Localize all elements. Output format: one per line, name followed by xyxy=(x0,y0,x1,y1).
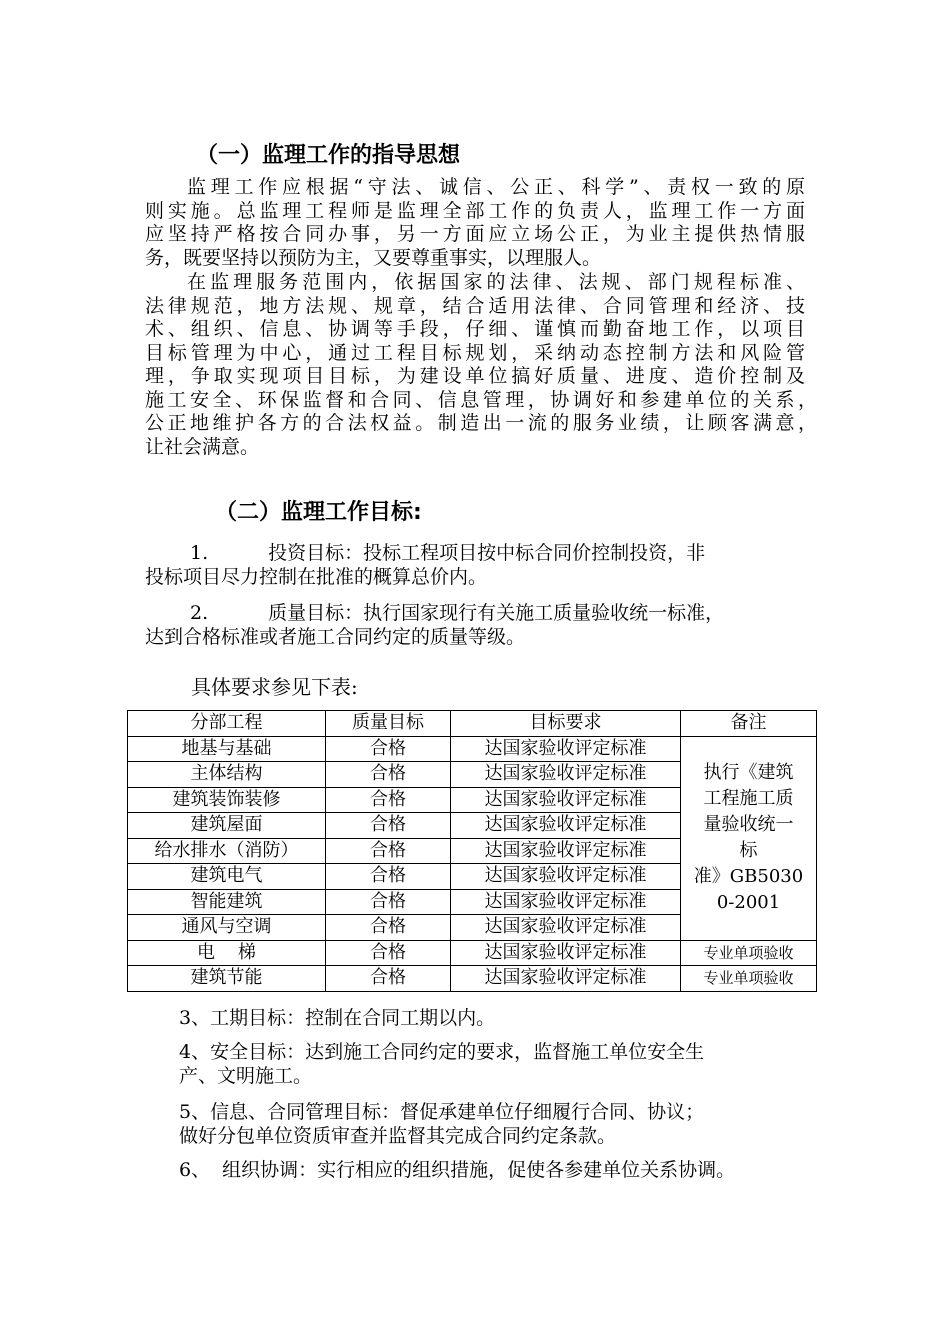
cell-quality: 合格 xyxy=(326,940,451,966)
cell-requirement: 达国家验收评定标准 xyxy=(451,813,681,839)
table-row xyxy=(128,736,817,762)
text-line: 理，争取实现项目目标，为建设单位搞好质量、进度、造价控制及 xyxy=(145,365,805,387)
cell-requirement: 达国家验收评定标准 xyxy=(451,966,681,992)
note-line: 工程施工质 xyxy=(703,788,794,809)
cell-requirement: 达国家验收评定标准 xyxy=(451,864,681,890)
cell-requirement: 达国家验收评定标准 xyxy=(451,838,681,864)
paragraph-supervision-principles xyxy=(145,176,805,270)
cell-note: 专业单项验收 xyxy=(681,966,817,992)
cell-part: 地基与基础 xyxy=(128,736,326,762)
cell-requirement: 达国家验收评定标准 xyxy=(451,736,681,762)
note-line: 执行《建筑 xyxy=(703,762,794,783)
cell-quality: 合格 xyxy=(326,838,451,864)
cell-requirement: 达国家验收评定标准 xyxy=(451,915,681,941)
note-line: 量验收统一 xyxy=(703,814,794,835)
goal-number: 1. xyxy=(190,542,209,564)
goal-safety xyxy=(179,1041,809,1088)
text-line: 施工安全、环保监督和合同、信息管理，协调好和参建单位的关系， xyxy=(145,388,817,411)
cell-part: 主体结构 xyxy=(128,762,326,788)
goal-coordination: 6、 组织协调：实行相应的组织措施，促使各参建单位关系协调。 xyxy=(179,1159,736,1181)
cell-part: 建筑电气 xyxy=(128,864,326,890)
note-line: 标 xyxy=(739,840,758,861)
cell-part: 建筑屋面 xyxy=(128,813,326,839)
header-part: 分部工程 xyxy=(128,711,326,737)
text-line: 公正地维护各方的合法权益。制造出一流的服务业绩，让顾客满意， xyxy=(145,412,817,434)
note-line: 0-2001 xyxy=(716,892,781,913)
header-note: 备注 xyxy=(681,711,817,737)
goal-number: 2. xyxy=(190,602,209,624)
cell-part: 通风与空调 xyxy=(128,915,326,941)
cell-part: 给水排水（消防） xyxy=(128,838,326,864)
text-line: 监理工作应根据“守法、诚信、公正、科学”、责权一致的原 xyxy=(187,176,805,198)
text-line: 4、安全目标：达到施工合同约定的要求，监督施工单位安全生 xyxy=(179,1041,705,1063)
cell-quality: 合格 xyxy=(326,762,451,788)
cell-quality: 合格 xyxy=(326,736,451,762)
cell-quality: 合格 xyxy=(326,787,451,813)
text-line: 则实施。总监理工程师是监理全部工作的负责人，监理工作一方面 xyxy=(145,199,805,222)
goal-investment xyxy=(145,542,805,589)
text-line: 务，既要坚持以预防为主，又要尊重事实，以理服人。 xyxy=(145,246,602,269)
goal-text: 投资目标：投标工程项目按中标合同价控制投资，非 xyxy=(268,542,706,564)
table-header-row xyxy=(128,711,817,737)
goal-schedule: 3、工期目标：控制在合同工期以内。 xyxy=(179,1007,496,1029)
table-row xyxy=(128,940,817,966)
cell-merged-note xyxy=(681,736,817,940)
table-intro: 具体要求参见下表: xyxy=(191,675,358,699)
paragraph-service-scope xyxy=(145,271,817,459)
goal-quality xyxy=(145,602,817,649)
goal-information-contract xyxy=(179,1101,809,1148)
section-heading-guiding-ideology: （一）监理工作的指导思想 xyxy=(196,143,461,168)
text-line: 让社会满意。 xyxy=(145,435,260,458)
text-line: 在监理服务范围内，依据国家的法律、法规、部门规程标准、 xyxy=(187,271,805,293)
cell-quality: 合格 xyxy=(326,864,451,890)
cell-quality: 合格 xyxy=(326,813,451,839)
header-quality: 质量目标 xyxy=(326,711,451,737)
text-line: 目标管理为中心，通过工程目标规划，采纳动态控制方法和风险管 xyxy=(145,341,805,364)
quality-goal-table xyxy=(127,710,817,992)
text-line: 法律规范，地方法规、规章，结合适用法律、合同管理和经济、技 xyxy=(145,294,805,317)
cell-requirement: 达国家验收评定标准 xyxy=(451,889,681,915)
text-line xyxy=(145,542,805,566)
cell-note: 专业单项验收 xyxy=(681,940,817,966)
cell-part: 电 梯 xyxy=(128,940,326,966)
text-line: 术、组织、信息、协调等手段，仔细、谨慎而勤奋地工作，以项目 xyxy=(145,318,805,340)
cell-quality: 合格 xyxy=(326,966,451,992)
cell-part: 建筑装饰装修 xyxy=(128,787,326,813)
table-row xyxy=(128,966,817,992)
note-line: 准》GB5030 xyxy=(693,866,804,887)
text-line: 达到合格标准或者施工合同约定的质量等级。 xyxy=(145,625,526,648)
text-line: 5、信息、合同管理目标：督促承建单位仔细履行合同、协议； xyxy=(179,1101,705,1123)
cell-quality: 合格 xyxy=(326,889,451,915)
goal-text: 质量目标：执行国家现行有关施工质量验收统一标准， xyxy=(268,602,725,624)
cell-part: 智能建筑 xyxy=(128,889,326,915)
cell-part: 建筑节能 xyxy=(128,966,326,992)
cell-quality: 合格 xyxy=(326,915,451,941)
cell-requirement: 达国家验收评定标准 xyxy=(451,787,681,813)
cell-requirement: 达国家验收评定标准 xyxy=(451,940,681,966)
cell-requirement: 达国家验收评定标准 xyxy=(451,762,681,788)
text-line xyxy=(145,602,817,626)
text-line: 应坚持严格按合同办事，另一方面应立场公正，为业主提供热情服 xyxy=(145,223,805,245)
text-line: 做好分包单位资质审查并监督其完成合同约定条款。 xyxy=(179,1124,617,1147)
text-line: 投标项目尽力控制在批准的概算总价内。 xyxy=(145,565,488,588)
text-line: 产、文明施工。 xyxy=(179,1064,313,1087)
section-heading-supervision-goals: （二）监理工作目标: xyxy=(215,500,422,525)
header-requirement: 目标要求 xyxy=(451,711,681,737)
